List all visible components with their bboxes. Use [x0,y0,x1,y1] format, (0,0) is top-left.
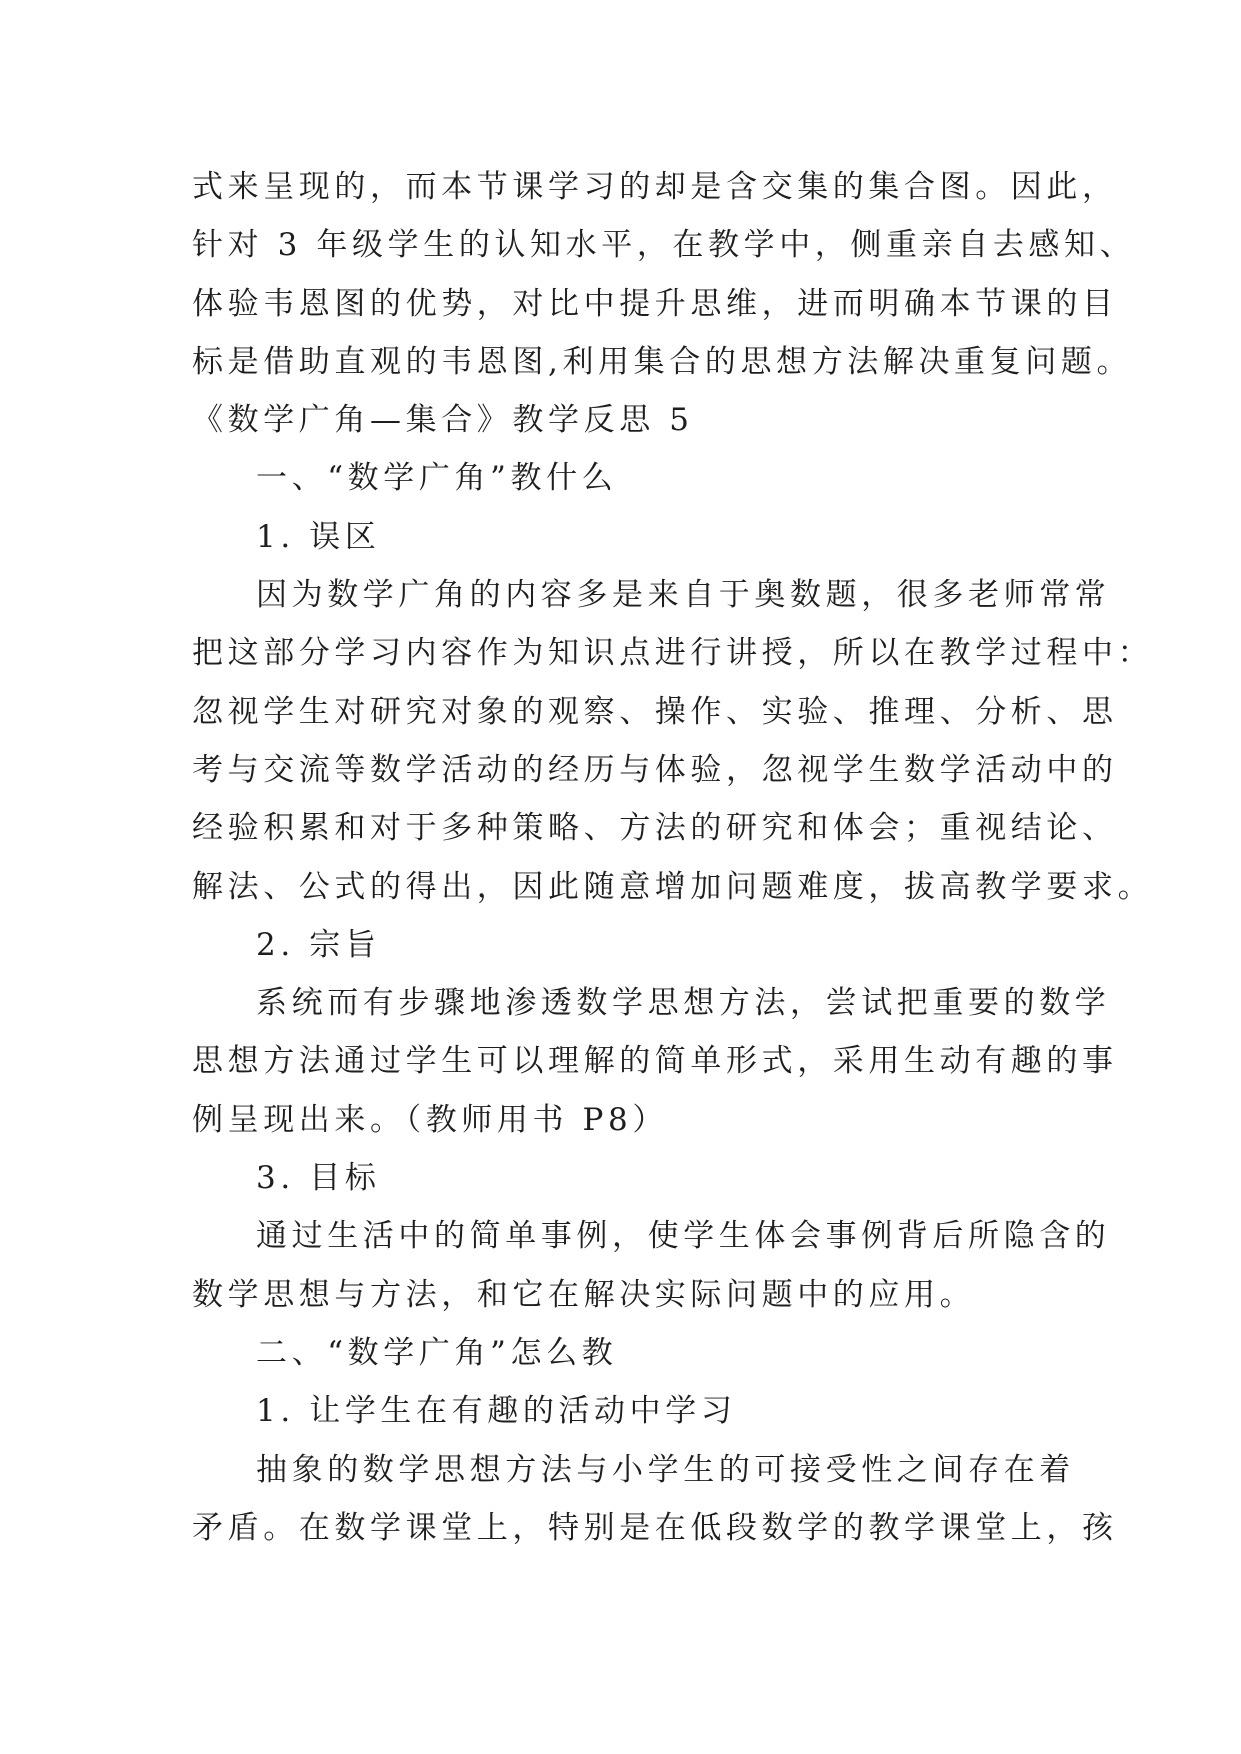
section-title: 《数学广角—集合》教学反思 5 [192,402,694,439]
text-line: 经验积累和对于多种策略、方法的研究和体会；重视结论、 [192,810,1118,847]
heading-how-to-teach: 二、“数学广角”怎么教 [256,1334,618,1371]
text-line: 式来呈现的，而本节课学习的却是含交集的集合图。因此， [192,169,1118,205]
text-line: 思想方法通过学生可以理解的简单形式，采用生动有趣的事 [192,1043,1118,1080]
text-line: 标是借助直观的韦恩图,利用集合的思想方法解决重复问题。 [192,343,1133,380]
text-line: 矛盾。在数学课堂上，特别是在低段数学的教学课堂上，孩 [192,1509,1118,1546]
subheading-purpose: 2. 宗旨 [256,926,381,963]
text-line: 把这部分学习内容作为知识点进行讲授，所以在教学过程中： [192,635,1154,672]
text-line: 数学思想与方法，和它在解决实际问题中的应用。 [192,1276,976,1313]
subheading-fun-activities: 1. 让学生在有趣的活动中学习 [256,1393,737,1430]
subheading-goal: 3. 目标 [256,1160,381,1197]
text-line: 例呈现出来。（教师用书 P8） [192,1101,668,1138]
text-line: 针对 3 年级学生的认知水平，在教学中，侧重亲自去感知、 [192,227,1136,264]
heading-what-to-teach: 一、“数学广角”教什么 [256,460,618,497]
text-line: 系统而有步骤地渗透数学思想方法，尝试把重要的数学 [256,985,1111,1022]
text-line: 通过生活中的简单事例，使学生体会事例背后所隐含的 [256,1218,1111,1255]
text-line: 解法、公式的得出，因此随意增加问题难度，拔高教学要求。 [192,868,1154,905]
text-line: 因为数学广角的内容多是来自于奥数题，很多老师常常 [256,577,1111,614]
text-line: 体验韦恩图的优势，对比中提升思维，进而明确本节课的目 [192,285,1118,322]
text-line: 忽视学生对研究对象的观察、操作、实验、推理、分析、思 [192,693,1118,730]
subheading-misconception: 1. 误区 [256,518,381,555]
text-line: 考与交流等数学活动的经历与体验，忽视学生数学活动中的 [192,751,1118,788]
text-line: 抽象的数学思想方法与小学生的可接受性之间存在着 [256,1451,1075,1488]
document-body [192,158,1154,1557]
